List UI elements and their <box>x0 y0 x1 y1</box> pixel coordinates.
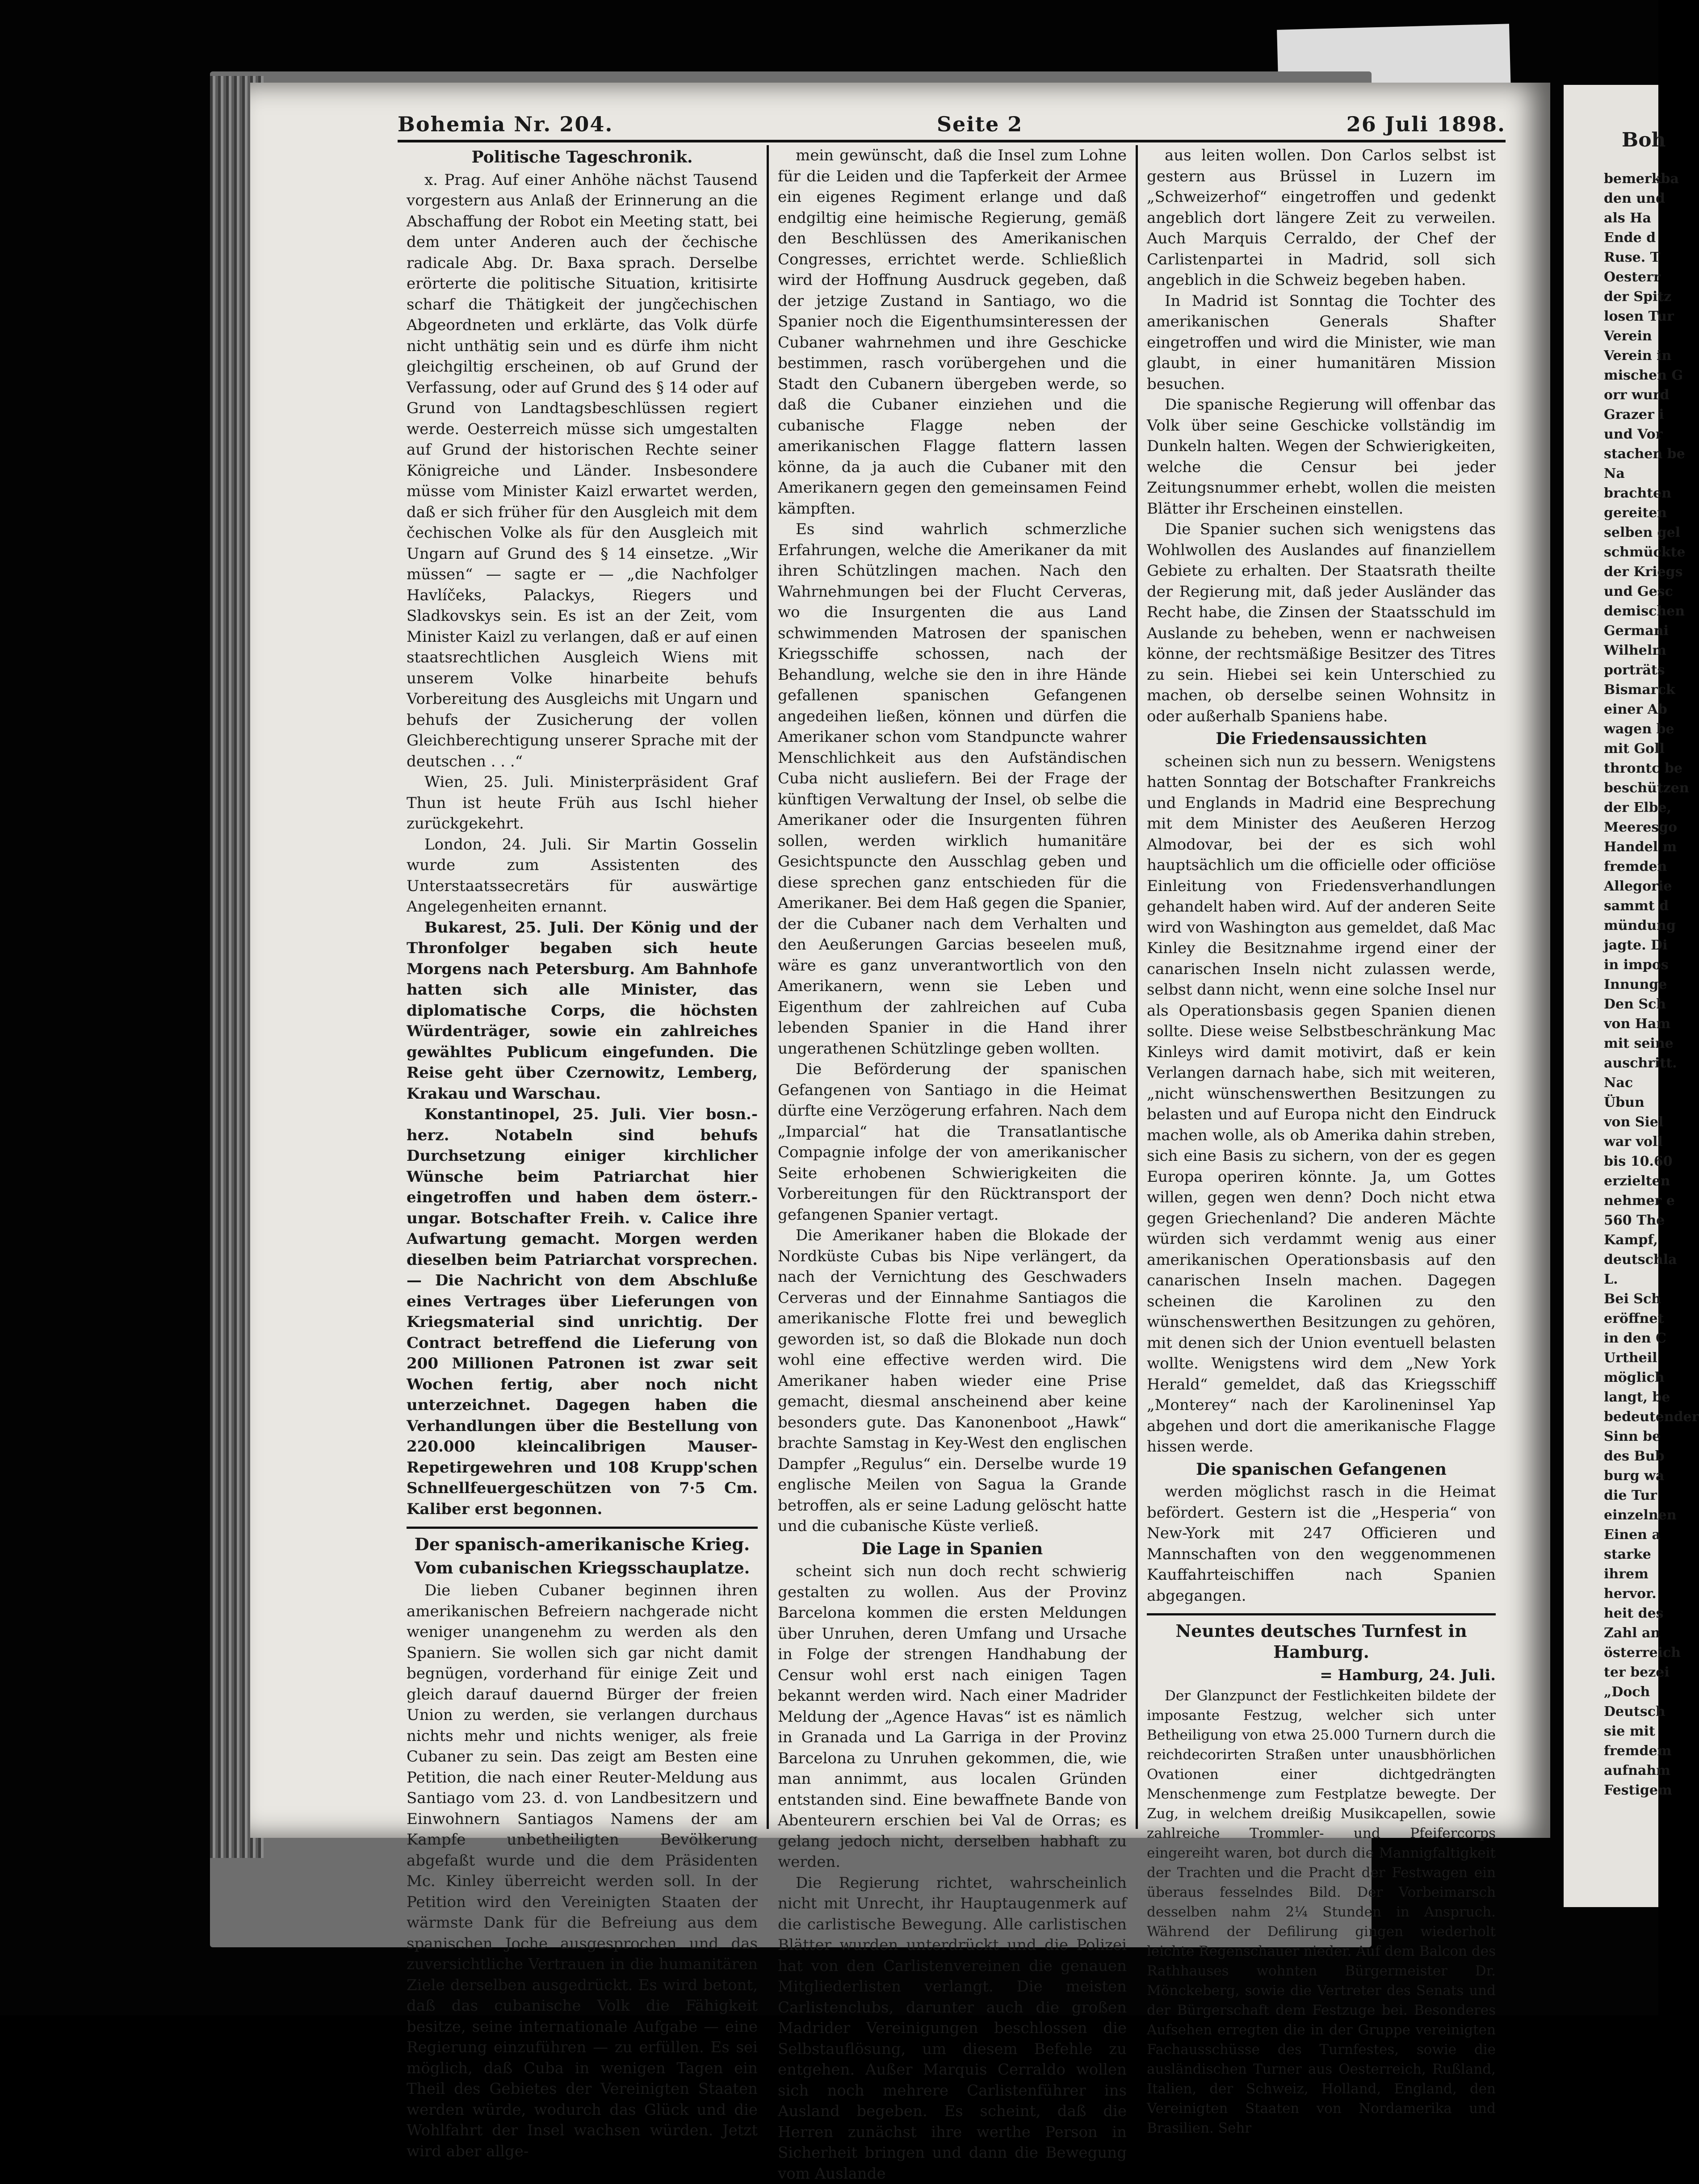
adjacent-page-line: Den Sch <box>1604 995 1658 1014</box>
section-title: Die Lage in Spanien <box>778 1539 1127 1560</box>
adjacent-page-line: wagen be <box>1604 720 1658 739</box>
section-title: Die Friedensaussichten <box>1147 728 1496 749</box>
adjacent-page-text <box>1564 151 1658 1800</box>
adjacent-page-line: und Vor <box>1604 425 1658 444</box>
adjacent-page-line: jagte. Di <box>1604 936 1658 955</box>
paragraph: Die spanische Regierung will offenbar das Volk über seine Geschicke vollständig im Dunkeln halten. Wegen der Schwierigkeiten, welche die Censur bei jeder Zeitungsnummer erhebt, wollen die meisten Blätter ihr Erscheinen einstellen. <box>1147 394 1496 519</box>
adjacent-page-line: des Bub <box>1604 1447 1658 1466</box>
divider <box>407 1527 758 1529</box>
adjacent-page-line: brachten <box>1604 484 1658 503</box>
adjacent-page-line: aufnahm <box>1604 1761 1658 1781</box>
column-3 <box>1136 145 1505 1829</box>
adjacent-page-line: Verein in <box>1604 346 1658 366</box>
paragraph: Die lieben Cubaner beginnen ihren amerikanischen Befreiern nachgerade nicht weniger unangenehm zu werden als den Spaniern. Sie wollen sich gar nicht damit begnügen, vorderhand für einige Zeit und gleich darauf dauernd Bürger der freien Union zu werden, sie verlangen durchaus nichts mehr und nichts weniger, als freie Cubaner zu sein. Das zeigt am Besten eine Petition, die nach einer Reuter-Meldung aus Santiago vom 23. d. von Landbesitzern und Einwohnern Santiagos Namens der am Kampfe unbetheiligten Bevölkerung abgefaßt wurde und die dem Präsidenten Mc. Kinley überreicht werden soll. In der Petition wird den Vereinigten Staaten der wärmste Dank für die Befreiung aus dem spanischen Joche ausgesprochen und das zuversichtliche Vertrauen in die humanitären Ziele derselben ausgedrückt. Es wird betont, daß das cubanische Volk die Fähigkeit besitze, seine internationale Aufgabe — eine Regierung einzuführen — zu erfüllen. Es sei möglich, daß Cuba in wenigen Tagen ein Theil des Gebietes der Vereinigten Staaten werden würde, wodurch das Glück und die Wohlfahrt der Insel wachsen würden. Jetzt wird aber allge- <box>407 1580 758 2162</box>
adjacent-page-line: den und <box>1604 189 1658 209</box>
adjacent-page-line: 560 The <box>1604 1211 1658 1230</box>
adjacent-page-line: losen Tur <box>1604 307 1658 326</box>
adjacent-page-line: sie mit <box>1604 1722 1658 1741</box>
masthead-title: Bohemia Nr. 204. <box>398 112 613 136</box>
adjacent-page-line: Einen a <box>1604 1525 1658 1545</box>
adjacent-page-line: und Gesc <box>1604 582 1658 602</box>
adjacent-page-line: einer Ab <box>1604 700 1658 720</box>
adjacent-page-line: burg wa <box>1604 1466 1658 1486</box>
paragraph: aus leiten wollen. Don Carlos selbst ist gestern aus Brüssel in Luzern im „Schweizerhof“ eingetroffen und gedenkt angeblich dort längere Zeit zu verweilen. Auch Marquis Cerraldo, der Chef der Carlistenpartei in Madrid, soll sich angeblich in die Schweiz begeben haben. <box>1147 145 1496 291</box>
article-title: Neuntes deutsches Turnfest in Hamburg. <box>1147 1621 1496 1662</box>
adjacent-page-line: als Ha <box>1604 209 1658 228</box>
adjacent-page-line: gereiten <box>1604 503 1658 523</box>
paragraph: werden möglichst rasch in die Heimat befördert. Gestern ist die „Hesperia“ von New-York mit 247 Officieren und Mannschaften von den weggenommenen Kauffahrteischiffen nach Spanien abgegangen. <box>1147 1481 1496 1606</box>
article-dateline: = Hamburg, 24. Juli. <box>1147 1665 1496 1686</box>
adjacent-page-line: die Tur <box>1604 1486 1658 1506</box>
paragraph: Die Spanier suchen sich wenigstens das Wohlwollen des Auslandes auf finanziellem Gebiete zu erhalten. Der Staatsrath theilte der Regierung mit, daß jeder Ausländer das Recht habe, die Zinsen der Staatsschuld im Auslande zu beheben, wenn er nachweisen könne, der rechtsmäßige Besitzer des Titres zu sein. Hiebei sei kein Unterschied zu machen, ob derselbe seinen Wohnsitz in oder außerhalb Spaniens habe. <box>1147 519 1496 727</box>
adjacent-page-line: auschritt. <box>1604 1054 1658 1073</box>
adjacent-page-line: Allegorie <box>1604 877 1658 896</box>
adjacent-page-line: Na <box>1604 464 1658 484</box>
adjacent-page-line: österreich <box>1604 1643 1658 1663</box>
adjacent-page-line: throntc be <box>1604 759 1658 778</box>
paragraph: Die Amerikaner haben die Blokade der Nordküste Cubas bis Nipe verlängert, da nach der Vernichtung des Geschwaders Cerveras und der Einnahme Santiagos die amerikanische Flotte frei und beweglich geworden ist, so daß die Blokade nun doch wohl eine effective werden wird. Die Amerikaner haben wieder eine Prise gemacht, diesmal anscheinend aber keine besonders gute. Das Kanonenboot „Hawk“ brachte Samstag in Key-West den englischen Dampfer „Regulus“ ein. Derselbe wurde 19 englische Meilen von Sagua la Grande betroffen, als er seine Ladung gelöscht hatte und die cubanische Küste verließ. <box>778 1225 1127 1537</box>
article-title: Der spanisch-amerikanische Krieg. <box>407 1534 758 1555</box>
paragraph: scheinen sich nun zu bessern. Wenigstens hatten Sonntag der Botschafter Frankreichs und Englands in Madrid eine Besprechung mit dem Minister des Aeußeren Herzog Almodovar, bei der es sich wohl hauptsächlich um die officielle oder officiöse Einleitung von Friedensverhandlungen gehandelt haben wird. Auf der anderen Seite wird von Washington aus gemeldet, daß Mac Kinley die Besitznahme irgend einer der canarischen Inseln nicht zulassen werde, selbst dann nicht, wenn eine solche Insel nur als Operationsbasis gegen Spanien dienen sollte. Diese weise Selbstbeschränkung Mac Kinleys wird damit motivirt, daß er kein Verlangen darnach habe, sich mit weiteren, „nicht wünschenswerthen Besitzungen zu belasten und auf Europa nicht den Eindruck machen wolle, als ob Amerika dahin streben, sich eine Basis zu sichern, von der es gegen Europa operiren könnte. Ja, um Gottes willen, gegen wen denn? Doch nicht etwa gegen Griechenland? Die anderen Mächte würden sich verdammt wenig aus einer amerikanischen Operationsbasis auf den canarischen Inseln machen. Dagegen scheinen die Karolinen zu den wünschenswerthen Besitzungen zu gehören, mit denen sich der Union eventuell belasten wollte. Wenigstens wird dem „New York Herald“ gemeldet, daß das Kriegsschiff „Monterey“ nach der Karolineninsel Yap abgehen und dort die amerikanische Flagge hissen werde. <box>1147 751 1496 1457</box>
adjacent-page-line: nehmer e <box>1604 1191 1658 1211</box>
adjacent-page-line: Deutsch <box>1604 1702 1658 1722</box>
article-subtitle: Vom cubanischen Kriegsschauplatze. <box>407 1558 758 1579</box>
masthead-page: Seite 2 <box>937 112 1023 136</box>
paragraph: Bukarest, 25. Juli. Der König und der Thronfolger begaben sich heute Morgens nach Petersburg. Am Bahnhofe hatten sich alle Minister, das diplomatische Corps, die höchsten Würdenträger, sowie ein zahlreiches gewähltes Publicum eingefunden. Die Reise geht über Czernowitz, Lemberg, Krakau und Warschau. <box>407 917 758 1105</box>
paragraph: Es sind wahrlich schmerzliche Erfahrungen, welche die Amerikaner da mit ihren Schützlingen machen. Nach den Wahrnehmungen bei der Flucht Cerveras, wo die Insurgenten die aus Land schwimmenden Matrosen der spanischen Kriegsschiffe schossen, nach der Behandlung, welche sie den in ihre Hände gefallenen spanischen Gefangenen angedeihen ließen, können und dürfen die Amerikaner schon vom Standpuncte wahrer Menschlichkeit aus den Aufständischen Cuba nicht ausliefern. Bei der Frage der künftigen Verwaltung der Insel, ob selbe die Amerikaner oder die Insurgenten führen sollen, werden wirklich humanitäre Gesichtspuncte den Ausschlag geben und diese sprechen ganz entschieden für die Amerikaner. Bei dem Haß gegen die Spanier, der die Cubaner nach dem Verhalten und den Aeußerungen Garcias beseelen muß, wäre es ganz unverantwortlich von den Amerikanern, wenn sie Leben und Eigenthum der zahlreichen auf Cuba lebenden Spanier in die Hand ihrer ungerathenen Schützlinge geben wollten. <box>778 519 1127 1059</box>
adjacent-page-line: Bei Sch <box>1604 1289 1658 1309</box>
adjacent-page <box>1564 85 1658 1907</box>
adjacent-page-line: Oesterr <box>1604 268 1658 287</box>
paragraph: London, 24. Juli. Sir Martin Gosselin wurde zum Assistenten des Unterstaatssecretärs für auswärtige Angelegenheiten ernannt. <box>407 834 758 917</box>
adjacent-page-line: bedeutender <box>1604 1407 1658 1427</box>
paragraph: Konstantinopel, 25. Juli. Vier bosn.-herz. Notabeln sind behufs Durchsetzung einiger kirchlicher Wünsche beim Patriarchat hier eingetroffen und haben dem österr.-ungar. Botschafter Freih. v. Calice ihre Aufwartung gemacht. Morgen werden dieselben beim Patriarchat vorsprechen. — Die Nachricht von dem Abschluße eines Vertrages über Lieferungen von Kriegsmaterial sind unrichtig. Der Contract betreffend die Lieferung von 200 Millionen Patronen ist zwar seit Wochen fertig, aber noch nicht unterzeichnet. Dagegen haben die Verhandlungen über die Bestellung von 220.000 kleincalibrigen Mauser-Repetirgewehren und 108 Krupp'schen Schnellfeuergeschützen von 7·5 Cm. Kaliber erst begonnen. <box>407 1104 758 1519</box>
adjacent-page-line: Sinn be <box>1604 1427 1658 1447</box>
adjacent-page-line: mündung <box>1604 916 1658 936</box>
adjacent-page-line: ihrem <box>1604 1565 1658 1584</box>
adjacent-page-line: orr wurd <box>1604 385 1658 405</box>
adjacent-page-line: hervor. <box>1604 1584 1658 1604</box>
adjacent-page-line: Verein <box>1604 326 1658 346</box>
adjacent-page-line: der Elbe, <box>1604 798 1658 818</box>
section-title: Die spanischen Gefangenen <box>1147 1459 1496 1480</box>
adjacent-page-line: starke <box>1604 1545 1658 1565</box>
adjacent-page-line: Handel m <box>1604 837 1658 857</box>
adjacent-page-line: in den C <box>1604 1329 1658 1348</box>
masthead-date: 26 Juli 1898. <box>1347 112 1506 136</box>
adjacent-page-line: Urtheil <box>1604 1348 1658 1368</box>
columns <box>398 145 1506 1829</box>
adjacent-page-line: Nac <box>1604 1073 1658 1093</box>
adjacent-page-line: porträts <box>1604 661 1658 680</box>
adjacent-page-line: Grazer i <box>1604 405 1658 425</box>
section-title: Politische Tageschronik. <box>407 147 758 168</box>
adjacent-page-line: L. <box>1604 1270 1658 1289</box>
adjacent-page-line: ter bezei <box>1604 1663 1658 1682</box>
adjacent-page-line: Innunge <box>1604 975 1658 995</box>
adjacent-page-line: stachen be <box>1604 444 1658 464</box>
adjacent-page-line: mit seine <box>1604 1034 1658 1054</box>
adjacent-page-line: beschützen <box>1604 778 1658 798</box>
adjacent-page-line: möglich <box>1604 1368 1658 1388</box>
adjacent-page-line: der Kriegs <box>1604 562 1658 582</box>
adjacent-page-line: eröffnet <box>1604 1309 1658 1329</box>
paragraph: x. Prag. Auf einer Anhöhe nächst Tausend vorgestern aus Anlaß der Erinnerung an die Abschaffung der Robot ein Meeting statt, bei dem unter Anderen auch der čechische radicale Abg. Dr. Baxa sprach. Derselbe erörterte die politische Situation, kritisirte scharf die Thätigkeit der jungčechischen Abgeordneten und erklärte, das Volk dürfe nicht unthätig sein und es dürfe ihm nicht gleichgiltig erscheinen, ob auf Grund der Verfassung, oder auf Grund des § 14 oder auf Grund von Landtagsbeschlüssen regiert werde. Oesterreich müsse sich umgestalten auf Grund der historischen Rechte seiner Königreiche und Länder. Insbesondere müsse vom Minister Kaizl erwartet werden, daß er sich früher für den Ausgleich mit dem čechischen Volke als für den Ausgleich mit Ungarn auf Grund des § 14 einsetze. „Wir müssen“ — sagte er — „die Nachfolger Havlíčeks, Palackys, Riegers und Sladkovskys sein. Es ist an der Zeit, vom Minister Kaizl zu verlangen, daß er auf einen staatsrechtlichen Ausgleich Wiens mit unserem Volke hinarbeite behufs Vorbereitung des Ausgleichs mit Ungarn und behufs der Zusicherung der vollen Gleichberechtigung unserer Sprache mit der deutschen . . .“ <box>407 170 758 772</box>
adjacent-page-line: Ruse. T <box>1604 248 1658 268</box>
paragraph: mein gewünscht, daß die Insel zum Lohne für die Leiden und die Tapferkeit der Armee ein eigenes Regiment erlange und daß endgiltig eine heimische Regierung, gemäß den Beschlüssen des Amerikanischen Congresses, errichtet werde. Schließlich wird der Hoffnung Ausdruck gegeben, daß der jetzige Zustand in Santiago, wo die Spanier noch die Eigenthumsinteressen der Cubaner wahrnehmen und ihre Geschicke bestimmen, rasch vorübergehen und die Stadt den Cubanern übergeben werde, so daß die Cubaner einziehen und die cubanische Flagge neben der amerikanischen Flagge flattern lassen könne, da ja auch die Cubaner mit den Amerikanern gegen den gemeinsamen Feind kämpften. <box>778 145 1127 519</box>
paragraph: Der Glanzpunct der Festlichkeiten bildete der imposante Festzug, welcher sich unter Betheiligung von etwa 25.000 Turnern durch die reichdecorirten Straßen unter unausbhörlichen Ovationen einer dichtgedrängten Menschenmenge zum Festplatze bewegte. Der Zug, in welchem dreißig Musikcapellen, sowie zahlreiche Trommler- und Pfeifercorps eingereiht waren, bot durch die Mannigfaltigkeit der Trachten und die Pracht der Festwagen ein überaus fesselndes Bild. Der Vorbeimarsch desselben nahm 2¼ Stunden in Anspruch. Während der Defilirung gingen wiederholt leichte Regenschauer nieder. Auf dem Balcon des Rathhauses wohnten Bürgermeister Dr. Mönckeberg, sowie die Vertreter des Senats und der Bürgerschaft dem Festzuge bei. Besonderes Aufsehen erregten die in der Gruppe vereinigten Fachausschüsse des Turnfestes, sowie die ausländischen Turner aus Oesterreich, Rußland, Italien, der Schweiz, Holland, England, den Vereinigten Staaten von Nordamerika und Brasilien. Sehr <box>1147 1686 1496 2138</box>
paragraph: scheint sich nun doch recht schwierig gestalten zu wollen. Aus der Provinz Barcelona kommen die ersten Meldungen über Unruhen, deren Umfang und Ursache in Folge der strengen Handhabung der Censur wohl erst nach einigen Tagen bekannt werden wird. Nach einer Madrider Meldung der „Agence Havas“ ist es nämlich in Granada und La Garriga in der Provinz Barcelona zu Unruhen gekommen, die, wie man annimmt, aus localen Gründen entstanden sind. Eine bewaffnete Bande von Abenteurern erschien bei Val de Orras; es gelang jedoch nicht, derselben habhaft zu werden. <box>778 1561 1127 1873</box>
adjacent-page-line: einzelnen <box>1604 1506 1658 1525</box>
adjacent-page-line: selben gel <box>1604 523 1658 543</box>
adjacent-page-line: Germani <box>1604 621 1658 641</box>
adjacent-page-line: demischen <box>1604 602 1658 621</box>
paragraph: Die Regierung richtet, wahrscheinlich nicht mit Unrecht, ihr Hauptaugenmerk auf die carlistische Bewegung. Alle carlistischen Blätter wurden unterdrückt und die Polizei hat von den Carlistenvereinen die genauen Mitgliederlisten verlangt. Die meisten Carlistenclubs, darunter auch die großen Madrider Vereinigungen beschlossen die Selbstauflösung, um diesem Befehle zu entgehen. Außer Marquis Cerraldo wollen sich noch mehrere Carlistenführer ins Ausland begeben. Es scheint, daß die Herren zunächst ihre werthe Person in Sicherheit bringen und dann die Bewegung vom Auslande <box>778 1873 1127 2184</box>
paragraph: In Madrid ist Sonntag die Tochter des amerikanischen Generals Shafter eingetroffen und wird die Minister, wie man glaubt, in einer humanitären Mission besuchen. <box>1147 291 1496 395</box>
adjacent-page-line: von Ham <box>1604 1014 1658 1034</box>
adjacent-page-line: mischen G <box>1604 366 1658 385</box>
adjacent-page-line: Wilhelm <box>1604 641 1658 661</box>
adjacent-page-line: Festigem <box>1604 1781 1658 1800</box>
adjacent-page-line: Bismarck <box>1604 680 1658 700</box>
adjacent-page-line: Kampf, <box>1604 1230 1658 1250</box>
adjacent-page-line: fremdem <box>1604 1741 1658 1761</box>
adjacent-page-line: der Spitz <box>1604 287 1658 307</box>
adjacent-page-line: „Doch <box>1604 1682 1658 1702</box>
newspaper-page <box>250 83 1550 1838</box>
paragraph: Wien, 25. Juli. Ministerpräsident Graf Thun ist heute Früh aus Ischl hieher zurückgekehrt. <box>407 772 758 834</box>
adjacent-page-line: schmückte <box>1604 543 1658 562</box>
adjacent-page-line: von Siel <box>1604 1113 1658 1132</box>
adjacent-page-header: Boh <box>1564 85 1658 151</box>
adjacent-page-line: heit des <box>1604 1604 1658 1623</box>
adjacent-page-line: deutschla <box>1604 1250 1658 1270</box>
column-1 <box>398 145 767 1829</box>
adjacent-page-line: bemerkba <box>1604 169 1658 189</box>
adjacent-page-line: in impos <box>1604 955 1658 975</box>
adjacent-page-line: langt, be <box>1604 1388 1658 1407</box>
adjacent-page-line: fremden <box>1604 857 1658 877</box>
adjacent-page-line: war voll <box>1604 1132 1658 1152</box>
paragraph: Die Beförderung der spanischen Gefangenen von Santiago in die Heimat dürfte eine Verzögerung erfahren. Nach dem „Imparcial“ hat die Transatlantische Compagnie infolge der von amerikanischer Seite erhobenen Schwierigkeiten die Vorbereitungen für den Rücktransport der gefangenen Spanier vertagt. <box>778 1059 1127 1225</box>
column-2 <box>767 145 1136 1829</box>
adjacent-page-line: bis 10.60 <box>1604 1152 1658 1171</box>
masthead <box>398 100 1506 142</box>
adjacent-page-line: Zahl an <box>1604 1623 1658 1643</box>
adjacent-page-line: Übun <box>1604 1093 1658 1113</box>
adjacent-page-line: erzielten <box>1604 1171 1658 1191</box>
adjacent-page-line: mit Goll <box>1604 739 1658 759</box>
adjacent-page-line: Ende d <box>1604 228 1658 248</box>
adjacent-page-line: sammt d <box>1604 896 1658 916</box>
adjacent-page-line: Meeresgo <box>1604 818 1658 837</box>
divider <box>1147 1613 1496 1615</box>
